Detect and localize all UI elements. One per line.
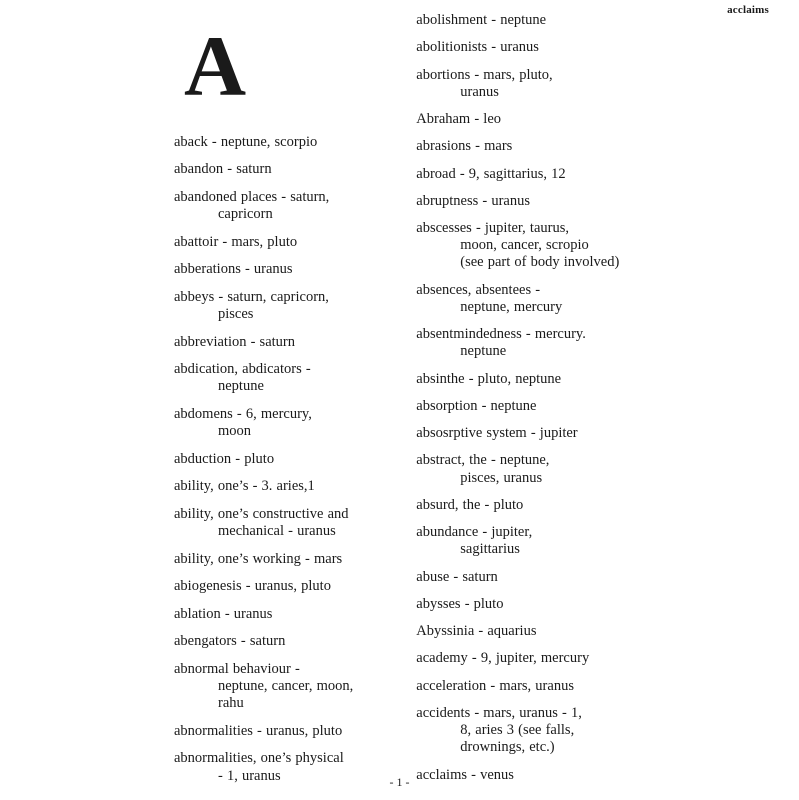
entry-line: absurd, the - pluto <box>416 496 524 513</box>
entry-continuation-line: (see part of body involved) <box>460 254 620 271</box>
index-entry <box>174 261 392 278</box>
entry-line: ability, one’s constructive and <box>174 505 349 522</box>
page-number: - 1 - <box>389 775 410 789</box>
index-entry <box>416 67 773 101</box>
entry-continuation-line: pisces, uranus <box>460 469 543 486</box>
entry-line: abberations - uranus <box>174 261 293 278</box>
right-column <box>406 8 773 794</box>
index-entry <box>174 406 392 440</box>
two-column-layout <box>26 8 773 784</box>
index-entry <box>174 234 392 251</box>
entry-continuation-line: - 1, uranus <box>218 767 281 784</box>
index-entry <box>174 506 392 540</box>
running-head: acclaims <box>727 4 769 16</box>
index-entry <box>416 138 773 155</box>
entry-line: academy - 9, jupiter, mercury <box>416 650 590 667</box>
index-entry <box>174 551 392 568</box>
entry-continuation-line: uranus <box>460 83 499 100</box>
entry-continuation-line: capricorn <box>218 206 273 223</box>
index-entry <box>416 282 773 316</box>
entry-continuation-line: neptune, cancer, moon, <box>218 678 354 695</box>
entry-line: abrasions - mars <box>416 138 513 155</box>
entry-line: absorption - neptune <box>416 397 537 414</box>
index-entry <box>416 650 773 667</box>
index-entry <box>174 161 392 178</box>
index-entry <box>416 371 773 388</box>
index-entry <box>416 166 773 183</box>
entry-continuation-line: moon <box>218 423 252 439</box>
entry-line: abolitionists - uranus <box>416 39 539 56</box>
index-entry <box>174 189 392 223</box>
index-entry <box>416 623 773 640</box>
entry-continuation-line: pisces <box>218 305 254 322</box>
index-entry <box>174 606 392 623</box>
index-entry <box>416 193 773 210</box>
entry-line: abroad - 9, sagittarius, 12 <box>416 165 566 182</box>
entry-continuation-line: mechanical - uranus <box>218 522 336 539</box>
entry-continuation-line: drownings, etc.) <box>460 739 555 756</box>
entry-line: absosrptive system - jupiter <box>416 425 578 442</box>
index-entry <box>416 596 773 613</box>
entry-line: abiogenesis - uranus, pluto <box>174 578 331 595</box>
entry-line: ability, one’s working - mars <box>174 550 343 567</box>
entry-line: abruptness - uranus <box>416 192 531 209</box>
index-entry <box>416 569 773 586</box>
index-entry <box>416 398 773 415</box>
entry-line: abandon - saturn <box>174 161 272 178</box>
index-entry <box>416 326 773 360</box>
entry-line: abortions - mars, pluto, <box>416 66 553 83</box>
entry-line: abbreviation - saturn <box>174 333 295 350</box>
entry-continuation-line: moon, cancer, scropio <box>460 237 589 254</box>
index-entry <box>174 633 392 650</box>
entry-line: abnormal behaviour - <box>174 660 300 677</box>
entry-line: abnormalities, one’s physical <box>174 750 344 767</box>
index-entry <box>416 524 773 558</box>
entry-line: absences, absentees - <box>416 281 541 298</box>
index-entry <box>174 451 392 468</box>
entry-line: abengators - saturn <box>174 633 286 650</box>
entry-line: acclaims - venus <box>416 766 514 783</box>
entry-line: abuse - saturn <box>416 568 498 585</box>
index-entry <box>416 705 773 756</box>
index-entry <box>416 39 773 56</box>
index-entry <box>174 478 392 495</box>
index-entry <box>416 678 773 695</box>
entry-line: abdomens - 6, mercury, <box>174 405 312 422</box>
entry-line: ability, one’s - 3. aries,1 <box>174 478 315 495</box>
entry-line: abdication, abdicators - <box>174 361 311 378</box>
entry-line: abnormalities - uranus, pluto <box>174 722 343 739</box>
entry-line: Abraham - leo <box>416 111 502 127</box>
index-entry <box>174 661 392 712</box>
entry-continuation-line: neptune <box>460 343 507 360</box>
entry-line: absinthe - pluto, neptune <box>416 370 562 387</box>
entry-continuation-line: rahu <box>218 695 244 712</box>
index-entry <box>416 111 773 128</box>
index-entry <box>174 289 392 323</box>
index-entry <box>174 578 392 595</box>
entry-line: aback - neptune, scorpio <box>174 133 318 150</box>
entry-line: abduction - pluto <box>174 450 275 467</box>
entry-continuation-line: neptune <box>218 378 264 395</box>
index-entry <box>174 334 392 351</box>
entry-line: acceleration - mars, uranus <box>416 677 574 694</box>
index-entry <box>416 220 773 271</box>
entry-continuation-line: sagittarius <box>460 541 520 558</box>
entry-line: abstract, the - neptune, <box>416 452 550 469</box>
entry-line: abattoir - mars, pluto <box>174 233 298 250</box>
entry-line: absentmindedness - mercury. <box>416 326 586 343</box>
entry-line: abundance - jupiter, <box>416 524 533 541</box>
index-entry <box>416 452 773 486</box>
entry-line: abolishment - neptune <box>416 12 547 28</box>
entry-line: ablation - uranus <box>174 605 273 622</box>
entry-continuation-line: neptune, mercury <box>460 298 563 315</box>
entry-line: Abyssinia - aquarius <box>416 623 537 640</box>
index-entry <box>174 723 392 740</box>
entry-line: abscesses - jupiter, taurus, <box>416 220 569 237</box>
entry-line: abandoned places - saturn, <box>174 188 330 205</box>
index-entry <box>416 497 773 514</box>
left-column-entries <box>174 134 392 785</box>
entry-continuation-line: 8, aries 3 (see falls, <box>460 722 575 739</box>
entry-line: accidents - mars, uranus - 1, <box>416 705 582 721</box>
index-entry <box>416 425 773 442</box>
entry-line: abbeys - saturn, capricorn, <box>174 288 329 305</box>
section-letter-heading: A <box>184 18 247 114</box>
left-column <box>26 8 406 795</box>
index-entry <box>174 361 392 395</box>
right-column-entries <box>416 12 773 784</box>
entry-line: abysses - pluto <box>416 595 504 612</box>
index-entry <box>416 12 773 29</box>
index-entry <box>174 134 392 151</box>
